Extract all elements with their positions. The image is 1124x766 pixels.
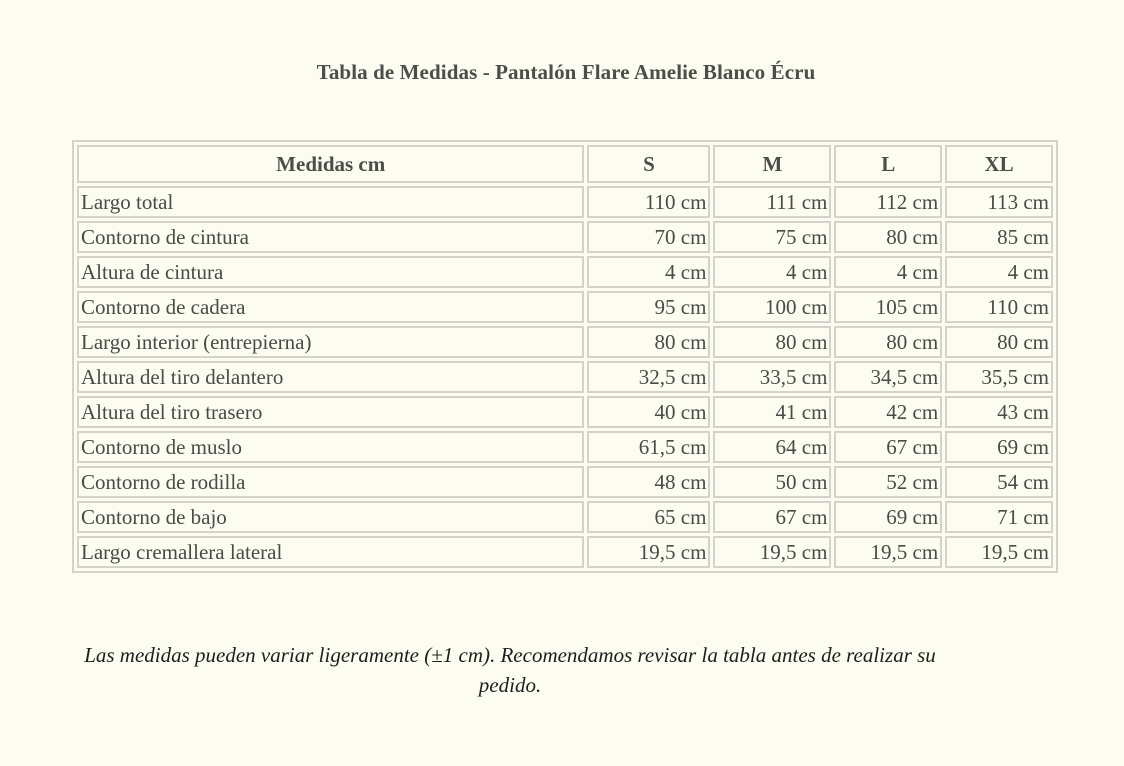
cell-size-m: 19,5 cm xyxy=(713,536,831,568)
cell-size-s: 32,5 cm xyxy=(587,361,710,393)
header-measure: Medidas cm xyxy=(77,145,584,183)
table-row xyxy=(77,431,1053,463)
cell-size-s: 95 cm xyxy=(587,291,710,323)
table-row xyxy=(77,326,1053,358)
measure-label: Contorno de cadera xyxy=(77,291,584,323)
cell-size-m: 33,5 cm xyxy=(713,361,831,393)
cell-size-xl: 71 cm xyxy=(945,501,1053,533)
cell-size-m: 4 cm xyxy=(713,256,831,288)
table-row xyxy=(77,501,1053,533)
table-row xyxy=(77,466,1053,498)
cell-size-l: 80 cm xyxy=(834,221,942,253)
cell-size-s: 48 cm xyxy=(587,466,710,498)
header-size-s: S xyxy=(587,145,710,183)
cell-size-m: 50 cm xyxy=(713,466,831,498)
cell-size-xl: 4 cm xyxy=(945,256,1053,288)
cell-size-m: 64 cm xyxy=(713,431,831,463)
cell-size-l: 4 cm xyxy=(834,256,942,288)
cell-size-xl: 35,5 cm xyxy=(945,361,1053,393)
cell-size-s: 80 cm xyxy=(587,326,710,358)
table-row xyxy=(77,396,1053,428)
cell-size-s: 70 cm xyxy=(587,221,710,253)
table-row xyxy=(77,256,1053,288)
cell-size-xl: 113 cm xyxy=(945,186,1053,218)
table-row xyxy=(77,536,1053,568)
measure-label: Altura del tiro trasero xyxy=(77,396,584,428)
disclaimer-note: Las medidas pueden variar ligeramente (±1 cm). Recomendamos revisar la tabla antes de realizar su pedido. xyxy=(84,643,936,697)
measure-label: Largo interior (entrepierna) xyxy=(77,326,584,358)
cell-size-xl: 80 cm xyxy=(945,326,1053,358)
measure-label: Contorno de muslo xyxy=(77,431,584,463)
table-row xyxy=(77,291,1053,323)
cell-size-l: 80 cm xyxy=(834,326,942,358)
cell-size-l: 52 cm xyxy=(834,466,942,498)
cell-size-s: 61,5 cm xyxy=(587,431,710,463)
measure-label: Contorno de cintura xyxy=(77,221,584,253)
page-title: Tabla de Medidas - Pantalón Flare Amelie Blanco Écru xyxy=(316,60,816,84)
cell-size-s: 40 cm xyxy=(587,396,710,428)
cell-size-l: 112 cm xyxy=(834,186,942,218)
cell-size-s: 4 cm xyxy=(587,256,710,288)
cell-size-l: 19,5 cm xyxy=(834,536,942,568)
table-row xyxy=(77,221,1053,253)
header-size-l: L xyxy=(834,145,942,183)
cell-size-s: 19,5 cm xyxy=(587,536,710,568)
cell-size-l: 67 cm xyxy=(834,431,942,463)
measure-label: Largo cremallera lateral xyxy=(77,536,584,568)
cell-size-xl: 85 cm xyxy=(945,221,1053,253)
cell-size-l: 105 cm xyxy=(834,291,942,323)
measure-label: Contorno de bajo xyxy=(77,501,584,533)
cell-size-s: 110 cm xyxy=(587,186,710,218)
cell-size-m: 80 cm xyxy=(713,326,831,358)
size-table-container xyxy=(72,140,1058,573)
cell-size-s: 65 cm xyxy=(587,501,710,533)
table-row xyxy=(77,186,1053,218)
header-size-m: M xyxy=(713,145,831,183)
cell-size-m: 67 cm xyxy=(713,501,831,533)
cell-size-l: 34,5 cm xyxy=(834,361,942,393)
cell-size-xl: 19,5 cm xyxy=(945,536,1053,568)
cell-size-xl: 110 cm xyxy=(945,291,1053,323)
cell-size-xl: 54 cm xyxy=(945,466,1053,498)
measure-label: Largo total xyxy=(77,186,584,218)
cell-size-l: 69 cm xyxy=(834,501,942,533)
measure-label: Altura de cintura xyxy=(77,256,584,288)
cell-size-xl: 43 cm xyxy=(945,396,1053,428)
cell-size-m: 111 cm xyxy=(713,186,831,218)
cell-size-m: 41 cm xyxy=(713,396,831,428)
cell-size-m: 75 cm xyxy=(713,221,831,253)
measure-label: Altura del tiro delantero xyxy=(77,361,584,393)
table-header-row xyxy=(77,145,1053,183)
cell-size-l: 42 cm xyxy=(834,396,942,428)
table-row xyxy=(77,361,1053,393)
measure-label: Contorno de rodilla xyxy=(77,466,584,498)
cell-size-xl: 69 cm xyxy=(945,431,1053,463)
size-table xyxy=(72,140,1058,573)
header-size-xl: XL xyxy=(945,145,1053,183)
cell-size-m: 100 cm xyxy=(713,291,831,323)
